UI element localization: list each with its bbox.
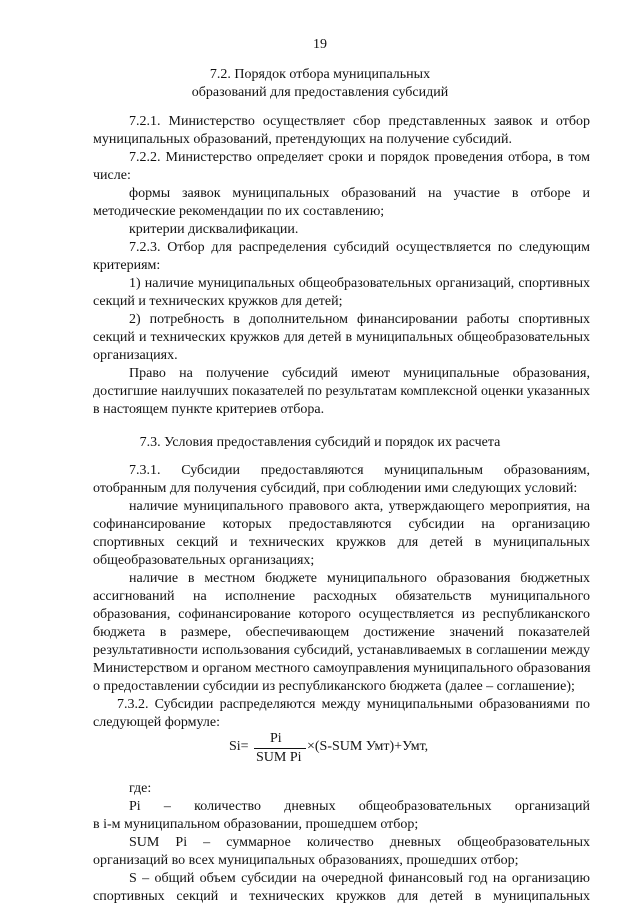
paragraph-line: в i-м муниципальном образовании, прошедшем отбор; — [93, 817, 419, 832]
paragraph-line: наличие муниципального правового акта, утверждающего мероприятия, на — [129, 499, 590, 514]
paragraph-line: 7.2.2. Министерство определяет сроки и порядок проведения отбора, в том — [129, 150, 590, 165]
paragraph-line: 7.2.1. Министерство осуществляет сбор представленных заявок и отбор — [129, 114, 590, 129]
paragraph-line: где: — [129, 781, 152, 796]
paragraph-line: секций и технических кружков для детей; — [93, 294, 343, 309]
paragraph-line: критерии дисквалификации. — [129, 222, 299, 237]
paragraph-line: секций и технических кружков для детей в муниципальных общеобразовательных — [93, 330, 590, 345]
paragraph-line: Министерством и органом местного самоуправления муниципального образования — [93, 661, 591, 676]
paragraph-line: числе: — [93, 168, 131, 183]
paragraph-line: муниципальных образований, претендующих на получение субсидий. — [93, 132, 512, 147]
paragraph-line: софинансирование которых предоставляются субсидии на организацию — [93, 517, 590, 532]
paragraph-line: формы заявок муниципальных образований на участие в отборе и — [129, 186, 590, 201]
paragraph-line: следующей формуле: — [93, 715, 220, 730]
formula-rhs: ×(S-SUM Умт)+Умт, — [307, 739, 429, 754]
paragraph-line: достигшие наилучших показателей по результатам комплексной оценки указанных — [93, 384, 590, 399]
paragraph-line: отобранным для получения субсидий, при соблюдении ими следующих условий: — [93, 481, 578, 496]
paragraph-line: критериям: — [93, 258, 161, 273]
paragraph-line: спортивных секций и технических кружков для детей в муниципальных — [93, 535, 590, 550]
paragraph-line: ассигнований на исполнение расходных обязательств муниципального — [93, 589, 590, 604]
formula-denominator: SUM Pi — [256, 750, 302, 765]
paragraph-line: результативности использования субсидий, устанавливаемых в соглашении между — [93, 643, 590, 658]
paragraph-line: о предоставлении субсидии из республиканского бюджета (далее – соглашение); — [93, 679, 575, 694]
paragraph-line: в настоящем пункте критериев отбора. — [93, 402, 325, 417]
formula-lhs: Si= — [229, 739, 249, 754]
paragraph-line: наличие в местном бюджете муниципального образования бюджетных — [129, 571, 590, 586]
formula-numerator: Pi — [270, 731, 282, 746]
section-heading-7-2-line-2: образований для предоставления субсидий — [191, 85, 449, 100]
page-number: 19 — [313, 37, 327, 52]
section-heading-7-3: 7.3. Условия предоставления субсидий и порядок их расчета — [139, 435, 501, 450]
paragraph-line: 2) потребность в дополнительном финансировании работы спортивных — [129, 312, 590, 327]
paragraph-line: SUM Pi – суммарное количество дневных общеобразовательных — [129, 835, 590, 850]
paragraph-line: организаций во всех муниципальных образованиях, прошедших отбор; — [93, 853, 519, 868]
paragraph-line: образования, софинансирование которого осуществляется из республиканского — [93, 607, 590, 622]
paragraph-line: общеобразовательных организациях; — [93, 553, 315, 568]
section-heading-7-2-line-1: 7.2. Порядок отбора муниципальных — [209, 67, 431, 82]
paragraph-line: организациях. — [93, 348, 178, 363]
paragraph-line: 7.3.2. Субсидии распределяются между муниципальными образованиями по — [117, 697, 590, 712]
paragraph-line: 7.3.1. Субсидии предоставляются муниципальным образованиям, — [129, 463, 590, 478]
paragraph-line: Право на получение субсидий имеют муниципальные образования, — [129, 366, 590, 381]
paragraph-line: бюджета в размере, обеспечивающем достижение значений показателей — [93, 625, 590, 640]
paragraph-line: 7.2.3. Отбор для распределения субсидий осуществляется по следующим — [129, 240, 590, 255]
paragraph-line: 1) наличие муниципальных общеобразовательных организаций, спортивных — [129, 276, 590, 291]
paragraph-line: спортивных секций и технических кружков для детей в муниципальных — [93, 889, 590, 904]
paragraph-line: S – общий объем субсидии на очередной финансовый год на организацию — [129, 871, 590, 886]
paragraph-line: методические рекомендации по их составлению; — [93, 204, 385, 219]
paragraph-line: Pi – количество дневных общеобразовательных организаций — [129, 799, 590, 814]
